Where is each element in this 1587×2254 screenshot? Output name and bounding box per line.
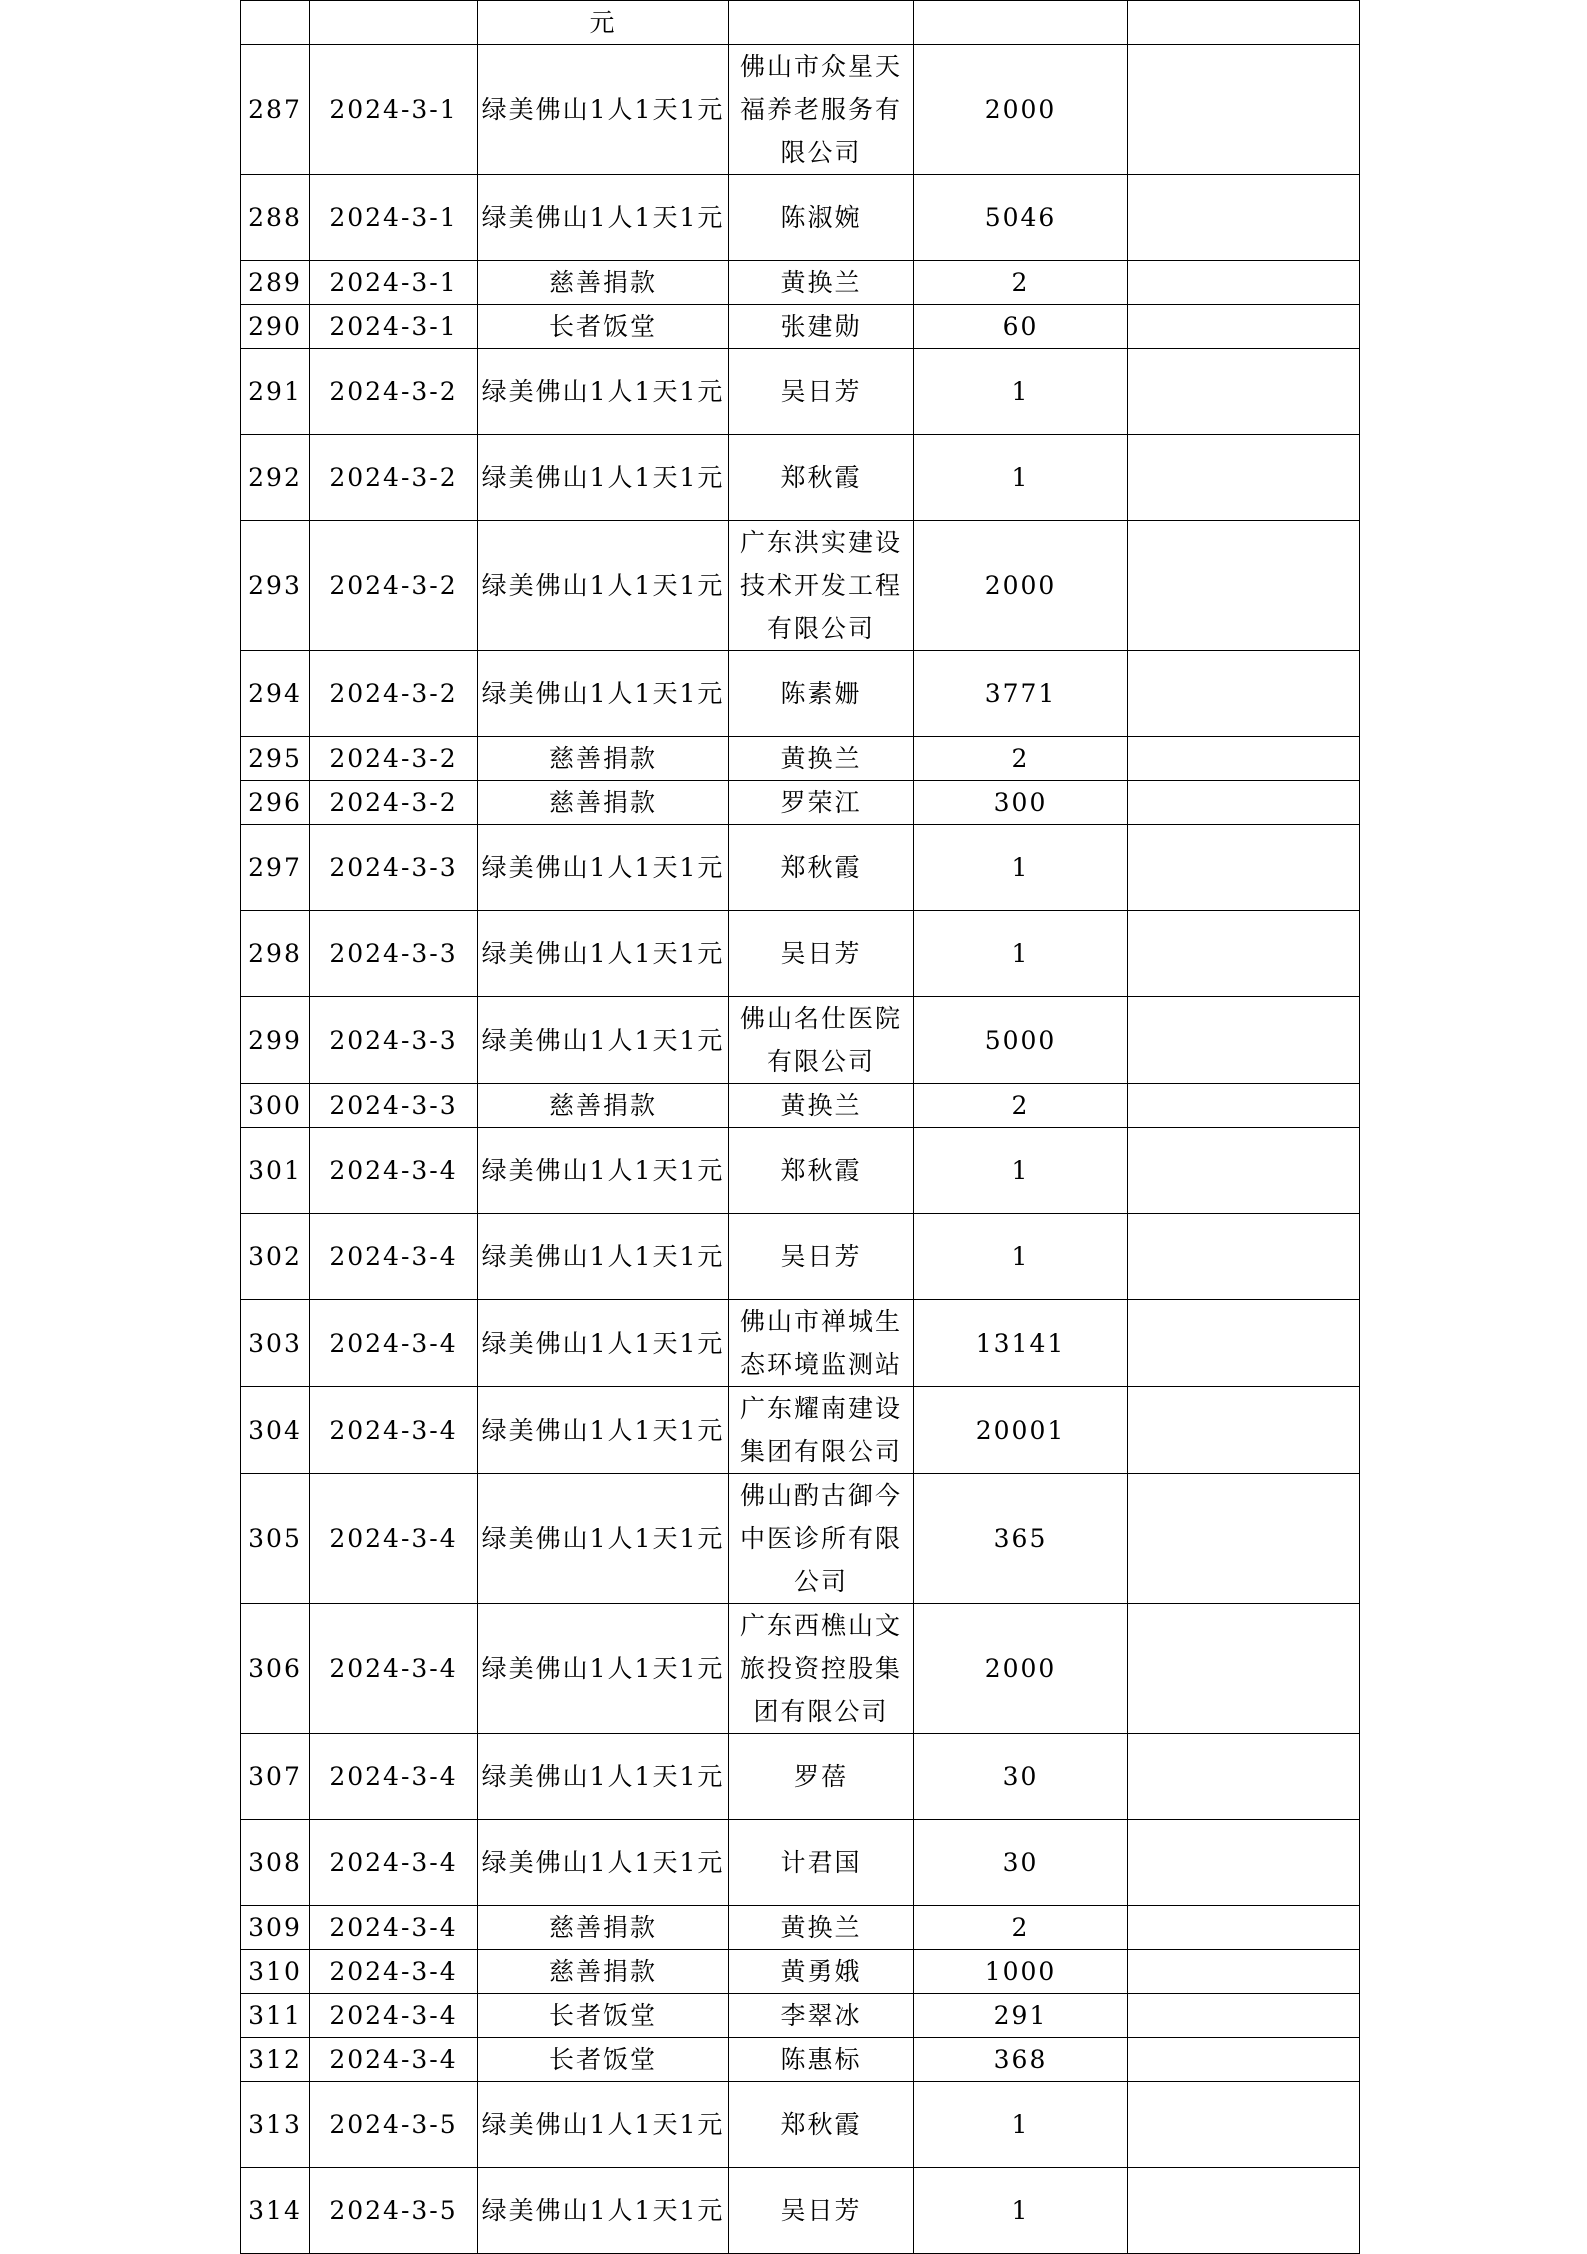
cell-no: 314 [241,2168,310,2254]
cell-note [1128,45,1360,175]
cell-purpose: 绿美佛山1人1天1元 [478,911,729,997]
cell-note [1128,651,1360,737]
cell-date: 2024-3-4 [310,1734,478,1820]
table-row [241,737,1360,781]
cell-donor: 广东洪实建设技术开发工程有限公司 [729,521,914,651]
cell-date: 2024-3-4 [310,2038,478,2082]
table-row [241,1994,1360,2038]
cell-no: 287 [241,45,310,175]
cell-purpose: 绿美佛山1人1天1元 [478,1214,729,1300]
cell-purpose: 绿美佛山1人1天1元 [478,997,729,1084]
table-row [241,651,1360,737]
cell-note [1128,1994,1360,2038]
cell-purpose: 绿美佛山1人1天1元 [478,435,729,521]
cell-no: 303 [241,1300,310,1387]
cell-date: 2024-3-1 [310,261,478,305]
table-row [241,911,1360,997]
cell-date: 2024-3-2 [310,737,478,781]
cell-purpose: 慈善捐款 [478,1906,729,1950]
cell-amount: 2 [914,1084,1128,1128]
cell-date: 2024-3-4 [310,1474,478,1604]
cell-purpose: 绿美佛山1人1天1元 [478,1387,729,1474]
cell-donor: 李翠冰 [729,1994,914,2038]
cell-date: 2024-3-1 [310,305,478,349]
cell-date: 2024-3-2 [310,651,478,737]
cell-purpose: 元 [478,1,729,45]
cell-purpose: 绿美佛山1人1天1元 [478,1128,729,1214]
cell-amount: 20001 [914,1387,1128,1474]
table-row [241,1906,1360,1950]
cell-donor: 罗蓓 [729,1734,914,1820]
cell-amount: 291 [914,1994,1128,2038]
cell-date: 2024-3-2 [310,349,478,435]
table-row [241,1734,1360,1820]
cell-note [1128,1734,1360,1820]
cell-donor: 佛山市众星天福养老服务有限公司 [729,45,914,175]
cell-donor: 郑秋霞 [729,2082,914,2168]
cell-amount: 2 [914,261,1128,305]
cell-no: 299 [241,997,310,1084]
cell-date: 2024-3-4 [310,1604,478,1734]
cell-amount: 60 [914,305,1128,349]
cell-amount: 1 [914,1214,1128,1300]
cell-date: 2024-3-1 [310,45,478,175]
cell-no: 288 [241,175,310,261]
cell-purpose: 绿美佛山1人1天1元 [478,1820,729,1906]
cell-date: 2024-3-5 [310,2168,478,2254]
cell-amount: 2000 [914,1604,1128,1734]
cell-note [1128,1474,1360,1604]
cell-no: 298 [241,911,310,997]
cell-no: 308 [241,1820,310,1906]
cell-purpose: 绿美佛山1人1天1元 [478,1734,729,1820]
table-row [241,1300,1360,1387]
cell-no: 306 [241,1604,310,1734]
cell-donor: 吴日芳 [729,2168,914,2254]
cell-note [1128,1128,1360,1214]
cell-note [1128,781,1360,825]
cell-purpose: 长者饭堂 [478,305,729,349]
cell-purpose: 绿美佛山1人1天1元 [478,651,729,737]
table-row [241,1214,1360,1300]
table-row [241,1084,1360,1128]
cell-note [1128,261,1360,305]
cell-note [1128,521,1360,651]
cell-note [1128,1300,1360,1387]
table-row-continuation [241,1,1360,45]
cell-amount: 30 [914,1734,1128,1820]
cell-purpose: 绿美佛山1人1天1元 [478,521,729,651]
cell-note [1128,2168,1360,2254]
cell-note [1128,1,1360,45]
cell-purpose: 慈善捐款 [478,781,729,825]
cell-note [1128,1387,1360,1474]
table-row [241,1387,1360,1474]
table-row [241,521,1360,651]
cell-date: 2024-3-3 [310,1084,478,1128]
cell-date: 2024-3-4 [310,1214,478,1300]
cell-purpose: 绿美佛山1人1天1元 [478,2168,729,2254]
table-row [241,825,1360,911]
cell-donor: 广东西樵山文旅投资控股集团有限公司 [729,1604,914,1734]
cell-no: 313 [241,2082,310,2168]
cell-note [1128,911,1360,997]
table-row [241,2168,1360,2254]
cell-purpose: 绿美佛山1人1天1元 [478,45,729,175]
cell-purpose: 绿美佛山1人1天1元 [478,1604,729,1734]
cell-no: 290 [241,305,310,349]
cell-note [1128,349,1360,435]
cell-no: 295 [241,737,310,781]
table-row [241,2038,1360,2082]
cell-donor: 计君国 [729,1820,914,1906]
cell-no: 289 [241,261,310,305]
cell-no: 291 [241,349,310,435]
table-row [241,349,1360,435]
cell-donor: 陈淑婉 [729,175,914,261]
table-row [241,1474,1360,1604]
cell-amount: 2000 [914,521,1128,651]
cell-donor: 吴日芳 [729,911,914,997]
cell-amount: 1 [914,349,1128,435]
cell-no: 302 [241,1214,310,1300]
cell-no: 310 [241,1950,310,1994]
cell-no: 296 [241,781,310,825]
cell-date: 2024-3-2 [310,781,478,825]
cell-donor: 张建勋 [729,305,914,349]
cell-date: 2024-3-1 [310,175,478,261]
cell-amount: 368 [914,2038,1128,2082]
cell-purpose: 慈善捐款 [478,261,729,305]
table-row [241,997,1360,1084]
cell-amount: 13141 [914,1300,1128,1387]
cell-date: 2024-3-2 [310,435,478,521]
cell-no: 297 [241,825,310,911]
cell-note [1128,997,1360,1084]
cell-donor: 郑秋霞 [729,435,914,521]
cell-purpose: 长者饭堂 [478,2038,729,2082]
cell-amount: 365 [914,1474,1128,1604]
cell-note [1128,1906,1360,1950]
cell-amount: 1 [914,825,1128,911]
cell-amount: 300 [914,781,1128,825]
cell-date: 2024-3-5 [310,2082,478,2168]
cell-no: 309 [241,1906,310,1950]
cell-no: 300 [241,1084,310,1128]
table-row [241,1604,1360,1734]
cell-date: 2024-3-2 [310,521,478,651]
cell-date: 2024-3-4 [310,1994,478,2038]
cell-note [1128,1604,1360,1734]
cell-no: 293 [241,521,310,651]
cell-no: 307 [241,1734,310,1820]
cell-note [1128,1084,1360,1128]
cell-date: 2024-3-3 [310,997,478,1084]
cell-amount: 3771 [914,651,1128,737]
cell-no: 305 [241,1474,310,1604]
cell-note [1128,2082,1360,2168]
cell-note [1128,1950,1360,1994]
table-row [241,435,1360,521]
cell-purpose: 慈善捐款 [478,1084,729,1128]
cell-donor: 吴日芳 [729,1214,914,1300]
cell-note [1128,737,1360,781]
cell-purpose: 慈善捐款 [478,1950,729,1994]
cell-purpose: 慈善捐款 [478,737,729,781]
table-row [241,1950,1360,1994]
cell-donor: 陈素姗 [729,651,914,737]
cell-donor: 黄换兰 [729,1084,914,1128]
cell-date [310,1,478,45]
cell-amount: 1 [914,435,1128,521]
table-row [241,2082,1360,2168]
cell-date: 2024-3-4 [310,1906,478,1950]
cell-note [1128,435,1360,521]
cell-date: 2024-3-4 [310,1300,478,1387]
cell-amount: 1000 [914,1950,1128,1994]
cell-purpose: 绿美佛山1人1天1元 [478,349,729,435]
cell-purpose: 绿美佛山1人1天1元 [478,175,729,261]
cell-date: 2024-3-3 [310,911,478,997]
cell-no: 292 [241,435,310,521]
cell-amount [914,1,1128,45]
cell-note [1128,175,1360,261]
cell-note [1128,1214,1360,1300]
cell-purpose: 绿美佛山1人1天1元 [478,1300,729,1387]
cell-donor: 罗荣江 [729,781,914,825]
table-row [241,1820,1360,1906]
cell-amount: 2 [914,1906,1128,1950]
cell-no: 301 [241,1128,310,1214]
cell-donor: 郑秋霞 [729,1128,914,1214]
cell-donor: 黄换兰 [729,1906,914,1950]
table-row [241,1128,1360,1214]
cell-no: 304 [241,1387,310,1474]
cell-amount: 1 [914,1128,1128,1214]
table-row [241,305,1360,349]
cell-no: 312 [241,2038,310,2082]
table-row [241,175,1360,261]
cell-amount: 5046 [914,175,1128,261]
cell-donor: 广东耀南建设集团有限公司 [729,1387,914,1474]
cell-amount: 1 [914,2082,1128,2168]
cell-donor: 郑秋霞 [729,825,914,911]
cell-date: 2024-3-3 [310,825,478,911]
cell-donor [729,1,914,45]
donation-table [240,0,1360,2254]
cell-date: 2024-3-4 [310,1128,478,1214]
cell-purpose: 长者饭堂 [478,1994,729,2038]
cell-amount: 30 [914,1820,1128,1906]
cell-amount: 5000 [914,997,1128,1084]
table-row [241,45,1360,175]
cell-donor: 黄换兰 [729,737,914,781]
cell-note [1128,1820,1360,1906]
cell-amount: 2 [914,737,1128,781]
cell-donor: 黄勇娥 [729,1950,914,1994]
cell-purpose: 绿美佛山1人1天1元 [478,1474,729,1604]
table-row [241,781,1360,825]
cell-donor: 黄换兰 [729,261,914,305]
cell-note [1128,305,1360,349]
cell-amount: 1 [914,2168,1128,2254]
cell-donor: 佛山名仕医院有限公司 [729,997,914,1084]
cell-date: 2024-3-4 [310,1820,478,1906]
cell-no [241,1,310,45]
cell-amount: 2000 [914,45,1128,175]
cell-donor: 吴日芳 [729,349,914,435]
cell-note [1128,825,1360,911]
cell-donor: 佛山酌古御今中医诊所有限公司 [729,1474,914,1604]
cell-date: 2024-3-4 [310,1387,478,1474]
cell-donor: 陈惠标 [729,2038,914,2082]
cell-amount: 1 [914,911,1128,997]
cell-purpose: 绿美佛山1人1天1元 [478,2082,729,2168]
cell-note [1128,2038,1360,2082]
cell-no: 311 [241,1994,310,2038]
cell-no: 294 [241,651,310,737]
cell-purpose: 绿美佛山1人1天1元 [478,825,729,911]
table-row [241,261,1360,305]
cell-date: 2024-3-4 [310,1950,478,1994]
cell-donor: 佛山市禅城生态环境监测站 [729,1300,914,1387]
